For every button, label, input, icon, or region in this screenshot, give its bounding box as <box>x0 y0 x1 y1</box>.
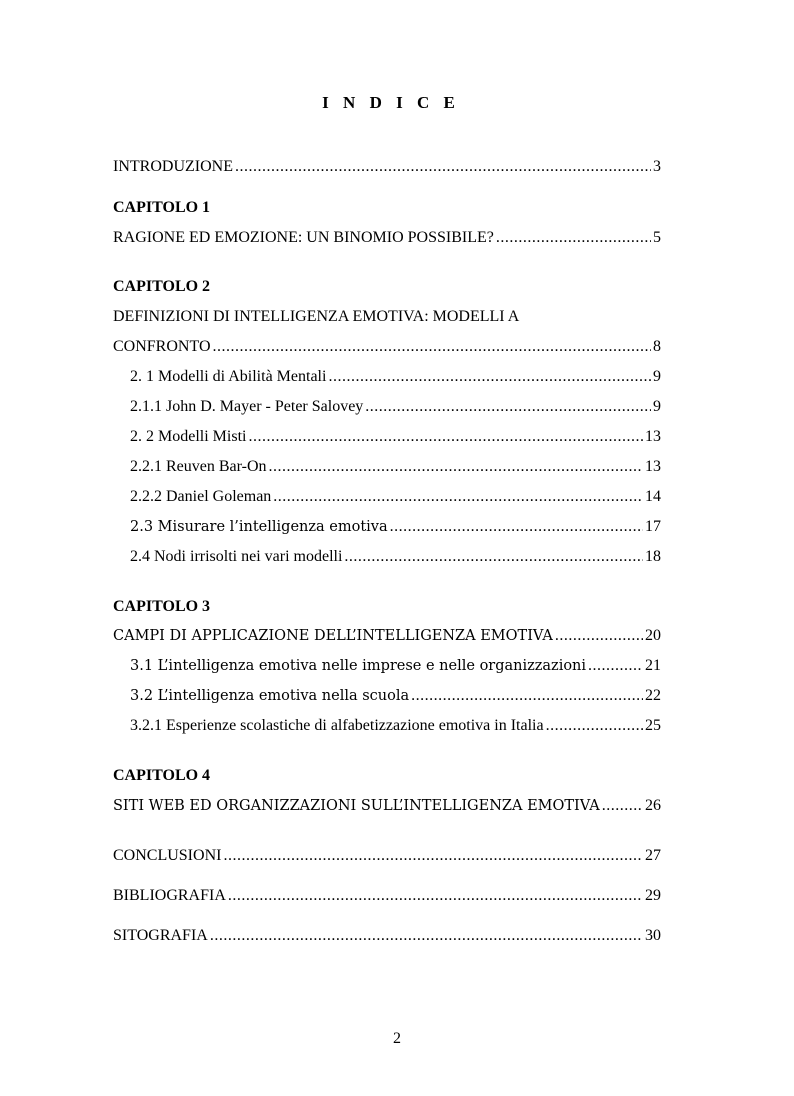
toc-page-number: 27 <box>645 847 661 864</box>
leader-dots <box>248 427 643 447</box>
toc-page-number: 30 <box>645 927 661 944</box>
toc-page-number: 22 <box>645 687 661 704</box>
toc-entry-chapter-2[interactable] <box>113 337 661 357</box>
toc-entry-label: 3.2.1 Esperienze scolastiche di alfabetizzazione emotiva in Italia <box>130 717 544 734</box>
toc-entry-label: CONCLUSIONI <box>113 847 222 864</box>
toc-page-number: 9 <box>653 368 661 385</box>
toc-entry-chapter-3[interactable] <box>113 626 661 646</box>
toc-subentry-2-2-1[interactable] <box>130 457 661 477</box>
leader-dots <box>269 457 643 477</box>
toc-page-number: 9 <box>653 398 661 415</box>
toc-page-number: 21 <box>645 657 661 674</box>
toc-entry-label: 2.2.2 Daniel Goleman <box>130 488 272 505</box>
toc-entry-label: 2. 1 Modelli di Abilità Mentali <box>130 368 327 385</box>
leader-dots <box>213 337 652 357</box>
leader-dots <box>555 626 643 646</box>
toc-entry-label: SITOGRAFIA <box>113 927 208 944</box>
leader-dots <box>602 796 643 816</box>
toc-page-number: 25 <box>645 717 661 734</box>
leader-dots <box>588 656 643 676</box>
toc-subentry-3-2-1[interactable] <box>130 716 661 736</box>
toc-subentry-2-3[interactable] <box>130 517 661 537</box>
toc-entry-label: 3.1 L’intelligenza emotiva nelle imprese e nelle organizzazioni <box>130 658 587 674</box>
toc-entry-label: 2.4 Nodi irrisolti nei vari modelli <box>130 548 343 565</box>
toc-page-number: 5 <box>653 229 661 246</box>
toc-subentry-2-2[interactable] <box>130 427 661 447</box>
chapter-2-heading: CAPITOLO 2 <box>113 278 211 295</box>
leader-dots <box>228 886 643 906</box>
toc-page-number: 13 <box>645 428 661 445</box>
leader-dots <box>365 397 651 417</box>
page-number: 2 <box>393 1030 401 1047</box>
chapter-4-heading: CAPITOLO 4 <box>113 767 211 784</box>
toc-page-number: 26 <box>645 797 661 814</box>
leader-dots <box>273 487 643 507</box>
toc-entry-label: 2.1.1 John D. Mayer - Peter Salovey <box>130 398 364 415</box>
toc-entry-label: 2.2.1 Reuven Bar-On <box>130 458 267 475</box>
toc-entry-chapter-4[interactable] <box>113 796 661 816</box>
toc-entry-label: 2.3 Misurare l’intelligenza emotiva <box>130 519 388 535</box>
toc-entry-label: 2. 2 Modelli Misti <box>130 428 247 445</box>
toc-subentry-3-1[interactable] <box>130 656 661 676</box>
toc-entry-label: CONFRONTO <box>113 338 211 355</box>
leader-dots <box>235 157 651 177</box>
toc-page-number: 13 <box>645 458 661 475</box>
toc-page-number: 18 <box>645 548 661 565</box>
leader-dots <box>390 517 643 537</box>
toc-entry-label: SITI WEB ED ORGANIZZAZIONI SULL’INTELLIGENZA EMOTIVA <box>113 798 600 814</box>
leader-dots <box>344 547 643 567</box>
toc-subentry-2-1[interactable] <box>130 367 661 387</box>
toc-entry-sitografia[interactable] <box>113 926 661 946</box>
toc-entry-conclusioni[interactable] <box>113 846 661 866</box>
toc-entry-introduzione[interactable] <box>113 157 661 177</box>
toc-subentry-2-2-2[interactable] <box>130 487 661 507</box>
leader-dots <box>546 716 643 736</box>
toc-page-number: 8 <box>653 338 661 355</box>
toc-entry-chapter-1[interactable] <box>113 228 661 248</box>
toc-entry-label: 3.2 L’intelligenza emotiva nella scuola <box>130 688 410 704</box>
toc-entry-label: CAMPI DI APPLICAZIONE DELL’INTELLIGENZA EMOTIVA <box>113 628 553 644</box>
chapter-3-heading: CAPITOLO 3 <box>113 598 211 615</box>
toc-subentry-2-1-1[interactable] <box>130 397 661 417</box>
page-title: I N D I C E <box>322 93 460 112</box>
toc-subentry-2-4[interactable] <box>130 547 661 567</box>
leader-dots <box>496 228 651 248</box>
leader-dots <box>210 926 643 946</box>
toc-subentry-3-2[interactable] <box>130 686 661 706</box>
leader-dots <box>411 686 643 706</box>
toc-entry-label: RAGIONE ED EMOZIONE: UN BINOMIO POSSIBILE? <box>113 229 494 246</box>
toc-entry-chapter-2-line1[interactable]: DEFINIZIONI DI INTELLIGENZA EMOTIVA: MODELLI A <box>113 308 520 325</box>
toc-entry-bibliografia[interactable] <box>113 886 661 906</box>
leader-dots <box>223 846 643 866</box>
chapter-1-heading: CAPITOLO 1 <box>113 199 211 216</box>
toc-page-number: 3 <box>653 158 661 175</box>
toc-page-number: 14 <box>645 488 661 505</box>
toc-page-number: 17 <box>645 518 661 535</box>
leader-dots <box>328 367 651 387</box>
toc-entry-label: INTRODUZIONE <box>113 158 233 175</box>
toc-page-number: 29 <box>645 887 661 904</box>
toc-page-number: 20 <box>645 627 661 644</box>
toc-entry-label: BIBLIOGRAFIA <box>113 887 226 904</box>
